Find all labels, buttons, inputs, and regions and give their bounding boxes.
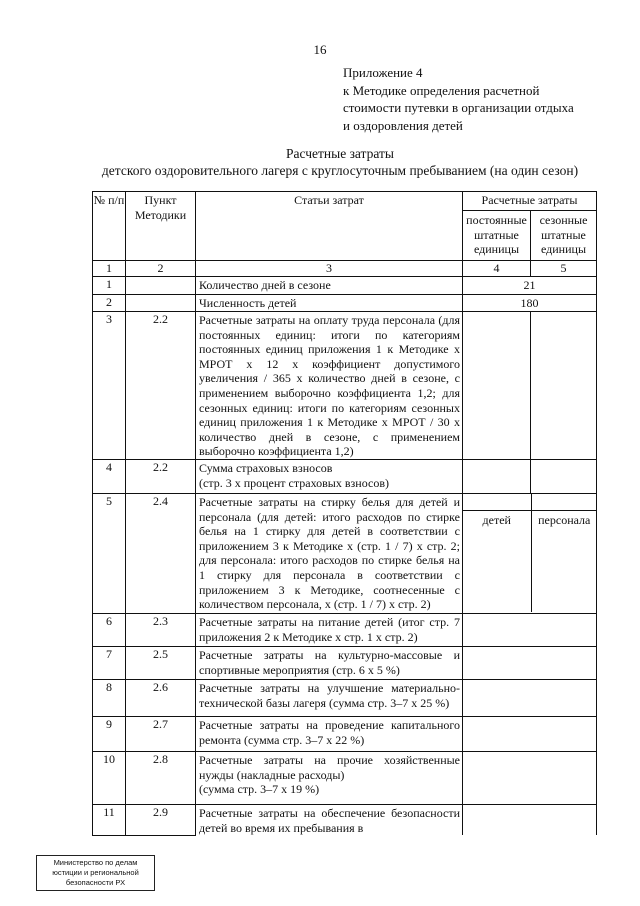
row-method: 2.3	[126, 614, 196, 647]
appendix-line: стоимости путевки в организации отдыха	[343, 100, 574, 115]
row-value	[463, 805, 597, 836]
row-text: Расчетные затраты на проведение капитального ремонта (сумма стр. 3–7 х 22 %)	[196, 717, 463, 752]
row-value	[463, 752, 597, 805]
title-line-2: детского оздоровительного лагеря с круглосуточным пребыванием (на один сезон)	[101, 163, 579, 178]
row-text-line: Расчетные затраты на прочие хозяйственные нужды (накладные расходы)	[199, 753, 460, 782]
table-row	[93, 717, 597, 752]
laundry-subtable	[463, 494, 597, 612]
row-method: 2.9	[126, 805, 196, 836]
row-text-line: (стр. 3 х процент страховых взносов)	[199, 475, 389, 490]
row-text: Численность детей	[196, 295, 463, 312]
row-num: 11	[93, 805, 126, 836]
appendix-line: к Методике определения расчетной	[343, 82, 540, 98]
row-num: 5	[93, 494, 126, 614]
row-method: 2.6	[126, 680, 196, 717]
column-number-row	[93, 261, 597, 277]
stamp-line: безопасности РХ	[65, 878, 126, 887]
col-number: 4	[463, 261, 531, 277]
sub-staff: персонала	[531, 510, 597, 536]
row-value-permanent	[463, 312, 531, 460]
row-value	[463, 680, 597, 717]
row-num: 8	[93, 680, 126, 717]
row-text	[196, 460, 463, 494]
row-text-line: Сумма страховых взносов	[199, 461, 333, 475]
row-num: 1	[93, 277, 126, 295]
header-items: Статьи затрат	[196, 192, 463, 261]
row-text: Количество дней в сезоне	[196, 277, 463, 295]
header-permanent: постоянные штатные единицы	[463, 211, 531, 261]
row-text: Расчетные затраты на улучшение материально-технической базы лагеря (сумма стр. 3–7 х 25 %)	[196, 680, 463, 717]
ministry-stamp	[36, 855, 155, 891]
header-row	[93, 192, 597, 211]
header-method: Пункт Методики	[126, 192, 196, 261]
row-method	[126, 295, 196, 312]
table-row	[93, 647, 597, 680]
row-text: Расчетные затраты на обеспечение безопасности детей во время их пребывания в	[196, 805, 463, 836]
cost-table	[92, 191, 597, 836]
appendix-line: и оздоровления детей	[343, 117, 463, 133]
table-row	[93, 494, 597, 614]
row-value	[463, 647, 597, 680]
row-num: 4	[93, 460, 126, 494]
title-line-1: Расчетные затраты	[286, 146, 394, 161]
table-row	[93, 614, 597, 647]
table-row	[93, 295, 597, 312]
row-num: 7	[93, 647, 126, 680]
col-number: 2	[126, 261, 196, 277]
row-num: 6	[93, 614, 126, 647]
table-row	[93, 460, 597, 494]
row-value-seasonal	[531, 312, 597, 460]
row-text: Расчетные затраты на питание детей (итог стр. 7 приложения 2 к Методике х стр. 1 х стр. 2)	[196, 614, 463, 647]
page-number: 16	[313, 42, 327, 57]
header-costs: Расчетные затраты	[463, 192, 597, 211]
header-seasonal: сезонные штатные единицы	[531, 211, 597, 261]
table-row	[93, 277, 597, 295]
row-num: 3	[93, 312, 126, 460]
stamp-line: Министерство по делам	[53, 858, 138, 867]
table-row	[93, 805, 597, 836]
row-text	[196, 752, 463, 805]
row-method: 2.4	[126, 494, 196, 614]
row-value: 21	[463, 277, 597, 295]
row-value	[463, 614, 597, 647]
header-num: № п/п	[93, 192, 126, 261]
row-num: 9	[93, 717, 126, 752]
row-num: 10	[93, 752, 126, 805]
sub-children: детей	[463, 510, 531, 536]
appendix-line: Приложение 4	[343, 65, 423, 80]
row-text-line: (сумма стр. 3–7 х 19 %)	[199, 782, 320, 797]
row-method	[126, 277, 196, 295]
stamp-line: юстиции и региональной	[52, 868, 139, 877]
col-number: 3	[196, 261, 463, 277]
table-row	[93, 680, 597, 717]
row-value: 180	[463, 295, 597, 312]
row-num: 2	[93, 295, 126, 312]
row-method: 2.7	[126, 717, 196, 752]
row-method: 2.2	[126, 312, 196, 460]
row-value-seasonal	[531, 460, 597, 494]
row-method: 2.8	[126, 752, 196, 805]
appendix-reference	[343, 64, 623, 134]
col-number: 1	[93, 261, 126, 277]
row-text: Расчетные затраты на культурно-массовые и спортивные мероприятия (стр. 6 х 5 %)	[196, 647, 463, 680]
row-text: Расчетные затраты на оплату труда персонала (для постоянных единиц: итоги по категориям постоянных единиц приложения 1 к Методике х МРОТ х 12 х коэффициент допустимого увеличения / 365 х количество дней в сезоне, с применением выборочно коэффициента 1,2; для сезонных единиц: итоги по категориям сезонных единиц приложения 1 к Методике х МРОТ / 30 х количество дней в сезоне, с применением выборочно коэффициента 1,2)	[196, 312, 463, 460]
row-method: 2.5	[126, 647, 196, 680]
row-method: 2.2	[126, 460, 196, 494]
col-number: 5	[531, 261, 597, 277]
table-row	[93, 752, 597, 805]
table-row	[93, 312, 597, 460]
document-title	[0, 145, 640, 179]
row-value	[463, 717, 597, 752]
row-value-permanent	[463, 460, 531, 494]
row-text: Расчетные затраты на стирку белья для детей и персонала (для детей: итого расходов по стирке белья на 1 стирку для детей в соответствии с приложением 3 к Методике х (стр. 1 / 7) х стр. 2; для персонала: итого расходов по стирке белья на 1 стирку для персонала в соответствии с приложением 3 к Методике, соотнесенные с количеством персонала, х (стр. 1 / 7) х стр. 2)	[196, 494, 463, 614]
